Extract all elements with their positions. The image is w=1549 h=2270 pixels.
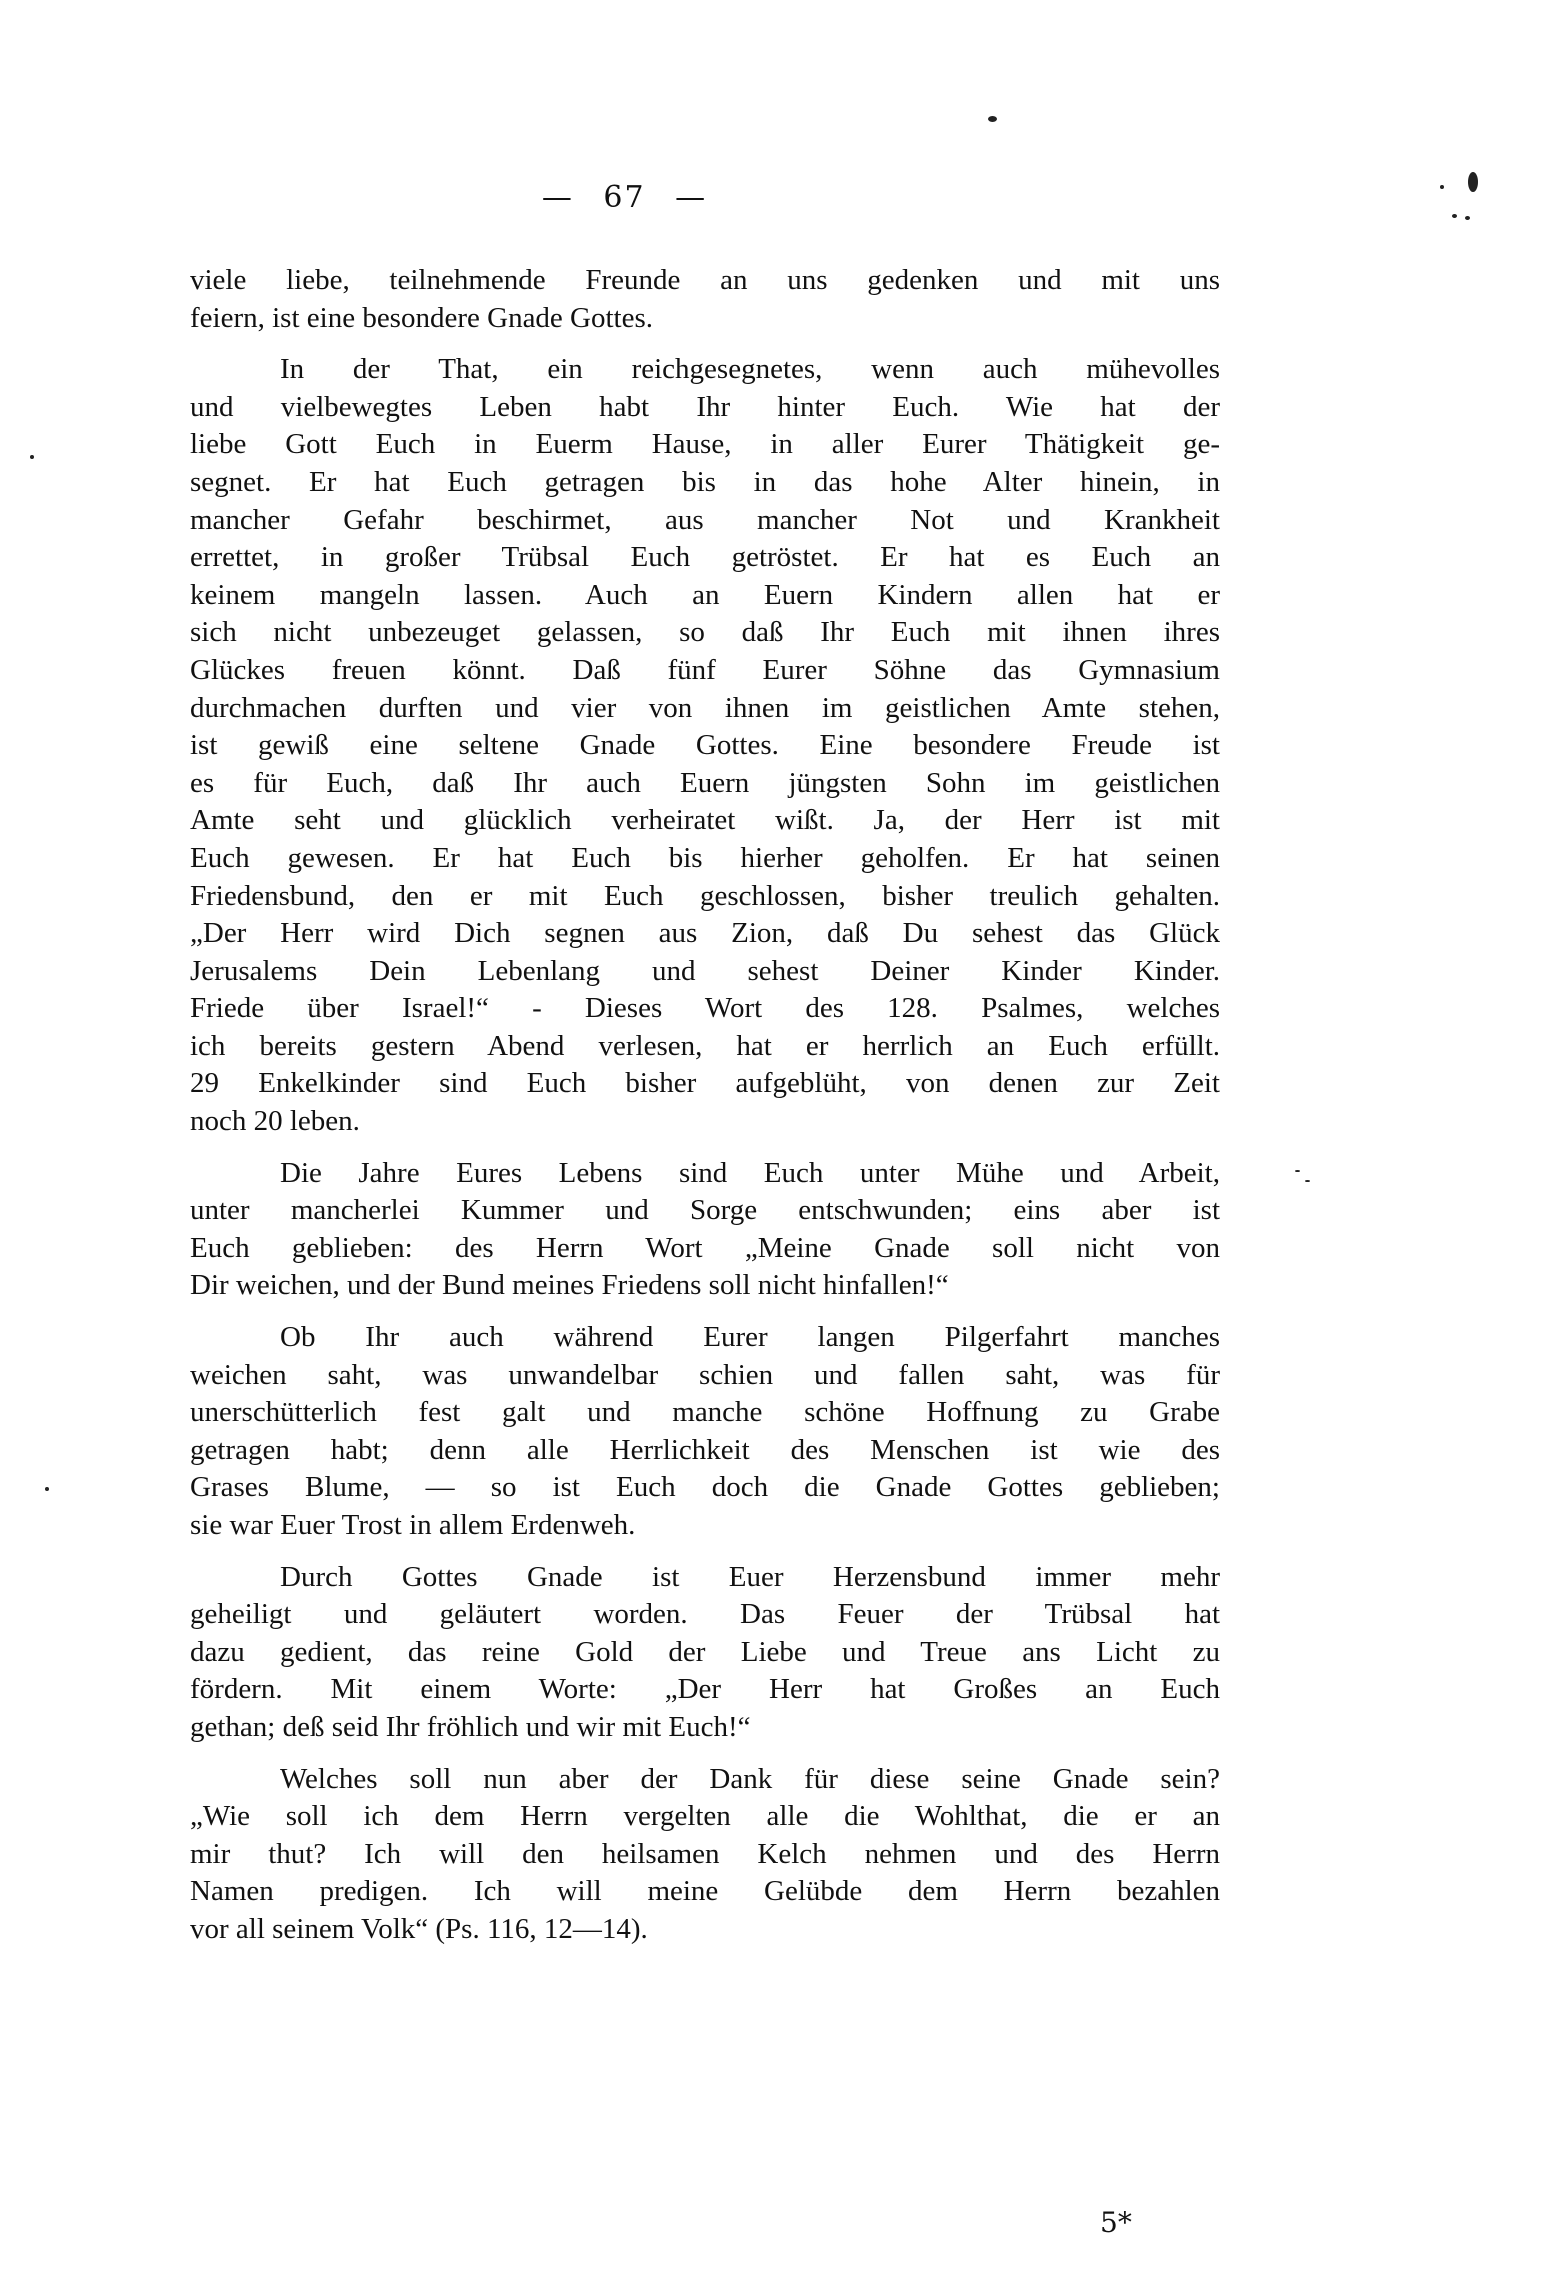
text-line: Ob Ihr auch während Eurer langen Pilgerfahrt manches xyxy=(280,1321,1220,1354)
text-line: mancher Gefahr beschirmet, aus mancher Not und Krankheit xyxy=(190,503,1220,536)
text-line: und vielbewegtes Leben habt Ihr hinter Euch. Wie hat der xyxy=(190,390,1220,423)
text-line: geheiligt und geläutert worden. Das Feuer der Trübsal hat xyxy=(190,1598,1220,1631)
text-line: liebe Gott Euch in Euerm Hause, in aller Eurer Thätigkeit ge- xyxy=(190,428,1220,461)
text-line: Jerusalems Dein Lebenlang und sehest Deiner Kinder Kinder. xyxy=(190,954,1220,987)
text-line: mir thut? Ich will den heilsamen Kelch nehmen und des Herrn xyxy=(190,1837,1220,1870)
text-line: weichen saht, was unwandelbar schien und fallen saht, was für xyxy=(190,1358,1220,1391)
text-line: Die Jahre Eures Lebens sind Euch unter Mühe und Arbeit, xyxy=(280,1156,1220,1189)
text-line: Grases Blume, — so ist Euch doch die Gnade Gottes geblieben; xyxy=(190,1471,1220,1504)
text-line: feiern, ist eine besondere Gnade Gottes. xyxy=(190,301,654,334)
text-line: unter mancherlei Kummer und Sorge entschwunden; eins aber ist xyxy=(190,1194,1220,1227)
text-line: sich nicht unbezeuget gelassen, so daß Ihr Euch mit ihnen ihres xyxy=(190,616,1220,649)
text-line: „Der Herr wird Dich segnen aus Zion, daß Du sehest das Glück xyxy=(190,917,1220,950)
text-line: dazu gedient, das reine Gold der Liebe und Treue ans Licht zu xyxy=(190,1635,1220,1668)
paragraph xyxy=(190,1319,1220,1545)
text-line: 29 Enkelkinder sind Euch bisher aufgeblüht, von denen zur Zeit xyxy=(190,1067,1220,1100)
header-dash-right: — xyxy=(675,180,708,215)
scan-speck xyxy=(1440,185,1444,189)
text-line: Durch Gottes Gnade ist Euer Herzensbund immer mehr xyxy=(280,1560,1220,1593)
text-line: sie war Euer Trost in allem Erdenweh. xyxy=(190,1509,636,1541)
text-line: Glückes freuen könnt. Daß fünf Eurer Söhne das Gymnasium xyxy=(190,653,1220,686)
paragraph xyxy=(190,1155,1220,1305)
text-line: „Wie soll ich dem Herrn vergelten alle die Wohlthat, die er an xyxy=(190,1800,1220,1833)
scan-speck xyxy=(1465,216,1470,220)
scan-speck xyxy=(30,455,34,459)
text-line: durchmachen durften und vier von ihnen im geistlichen Amte stehen, xyxy=(190,691,1220,724)
scan-speck xyxy=(1452,214,1457,218)
text-line: viele liebe, teilnehmende Freunde an uns gedenken und mit uns xyxy=(190,264,1220,296)
text-line: Amte seht und glücklich verheiratet wißt. Ja, der Herr ist mit xyxy=(190,804,1220,837)
text-line: noch 20 leben. xyxy=(190,1105,360,1138)
header-dash-left: — xyxy=(541,180,574,215)
text-line: unerschütterlich fest galt und manche schöne Hoffnung zu Grabe xyxy=(190,1396,1220,1429)
text-line: Namen predigen. Ich will meine Gelübde dem Herrn bezahlen xyxy=(190,1875,1220,1908)
text-line: es für Euch, daß Ihr auch Euern jüngsten Sohn im geistlichen xyxy=(190,766,1220,799)
text-line: segnet. Er hat Euch getragen bis in das hohe Alter hinein, in xyxy=(190,465,1220,498)
text-line: ich bereits gestern Abend verlesen, hat er herrlich an Euch erfüllt. xyxy=(190,1029,1220,1062)
text-line: Euch gewesen. Er hat Euch bis hierher geholfen. Er hat seinen xyxy=(190,841,1220,874)
scan-speck xyxy=(1305,1180,1310,1182)
text-line: Friedensbund, den er mit Euch geschlossen, bisher treulich gehalten. xyxy=(190,879,1220,912)
paragraph xyxy=(190,1761,1220,1949)
text-line: vor all seinem Volk“ (Ps. 116, 12—14). xyxy=(190,1912,648,1945)
text-line: In der That, ein reichgesegnetes, wenn auch mühevolles xyxy=(280,353,1220,386)
text-line: ist gewiß eine seltene Gnade Gottes. Eine besondere Freude ist xyxy=(190,729,1220,762)
text-line: getragen habt; denn alle Herrlichkeit des Menschen ist wie des xyxy=(190,1433,1220,1466)
text-line: gethan; deß seid Ihr fröhlich und wir mit Euch!“ xyxy=(190,1710,751,1743)
page-number: 67 xyxy=(603,180,646,215)
scan-speck xyxy=(988,116,997,122)
page-header xyxy=(0,180,1399,215)
text-line: keinem mangeln lassen. Auch an Euern Kindern allen hat er xyxy=(190,578,1220,611)
text-line: Welches soll nun aber der Dank für diese seine Gnade sein? xyxy=(280,1762,1220,1795)
text-line: Dir weichen, und der Bund meines Friedens soll nicht hinfallen!“ xyxy=(190,1269,949,1302)
scan-speck xyxy=(1468,172,1478,192)
paragraph xyxy=(190,262,1220,337)
scan-speck xyxy=(45,1487,49,1491)
body-text xyxy=(190,262,1220,1949)
paragraph xyxy=(190,1559,1220,1747)
scan-speck xyxy=(1295,1170,1300,1172)
paragraph xyxy=(190,351,1220,1140)
text-line: errettet, in großer Trübsal Euch getröstet. Er hat es Euch an xyxy=(190,541,1220,574)
text-line: Friede über Israel!“ - Dieses Wort des 128. Psalmes, welches xyxy=(190,992,1220,1025)
sheet-signature-mark: 5* xyxy=(1100,2206,1132,2239)
text-line: Euch geblieben: des Herrn Wort „Meine Gnade soll nicht von xyxy=(190,1231,1220,1264)
text-line: fördern. Mit einem Worte: „Der Herr hat Großes an Euch xyxy=(190,1673,1220,1706)
